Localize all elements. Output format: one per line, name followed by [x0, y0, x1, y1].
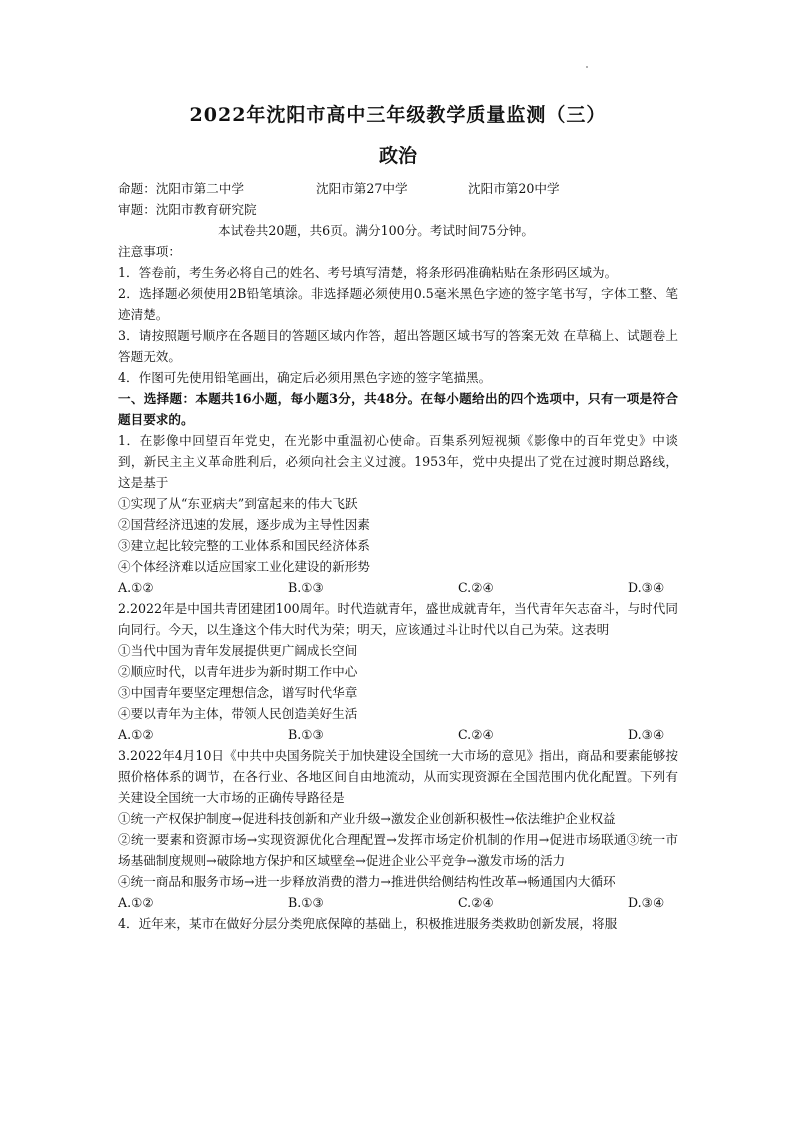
subject-title: 政治 [378, 145, 417, 167]
exam-page [118, 100, 678, 934]
option-d: D.③④ [628, 727, 665, 742]
note-item: 1．答卷前，考生务必将自己的姓名、考号填写清楚，将条形码准确粘贴在条形码区域为。 [118, 265, 618, 280]
statement-item: ①统一产权保护制度→促进科技创新和产业升级→激发企业创新积极性→依法维护企业权益 [118, 811, 616, 826]
exam-title: 2022年沈阳市高中三年级教学质量监测（三） [189, 104, 607, 126]
statement-item: ④统一商品和服务市场→进一步释放消费的潜力→推进供给侧结构性改革→畅通国内大循环 [118, 874, 616, 889]
setter-3: 沈阳市第20中学 [468, 181, 560, 196]
exam-info: 本试卷共20题，共6页。满分100分。考试时间75分钟。 [218, 223, 534, 238]
setters-line [118, 178, 678, 199]
option-a: A.①② [118, 895, 154, 910]
statement-item: ①实现了从“东亚病夫”到富起来的伟大飞跃 [118, 496, 358, 511]
scan-speck [586, 66, 588, 68]
notes-heading: 注意事项： [118, 244, 181, 259]
option-d: D.③④ [628, 895, 665, 910]
setter-1 [118, 178, 316, 199]
statement-item: ②国营经济迅速的发展，逐步成为主导性因素 [118, 517, 370, 532]
answer-options [118, 577, 678, 598]
statement-item: ②顺应时代，以青年进步为新时期工作中心 [118, 664, 358, 679]
statement-item: ③建立起比较完整的工业体系和国民经济体系 [118, 538, 370, 553]
question-stem: 3.2022年4月10日《中共中央国务院关于加快建设全国统一大市场的意见》指出，商品和要素能够按照价格体系的调节，在各行业、各地区间自由地流动，从而实现资源在全国范围内优化配置。下列有关建设全国统一大市场的正确传导路径是 [118, 748, 678, 805]
option-c: C.②④ [458, 727, 494, 742]
setters-label: 命题： [118, 181, 156, 196]
statement-item: ③中国青年要坚定理想信念，谱写时代华章 [118, 685, 358, 700]
option-a: A.①② [118, 580, 154, 595]
setter-name: 沈阳市第二中学 [155, 181, 244, 196]
question-stem: 4．近年来，某市在做好分层分类兜底保障的基础上，积极推进服务类救助创新发展，将服 [118, 916, 618, 931]
statement-item: ④要以青年为主体，带领人民创造美好生活 [118, 706, 358, 721]
answer-options [118, 724, 678, 745]
reviewer-line: 审题：沈阳市教育研究院 [118, 202, 257, 217]
option-b: B.①③ [288, 580, 324, 595]
note-item: 3．请按照题号顺序在各题目的答题区域内作答，超出答题区域书写的答案无效 在草稿上、试题卷上答题无效。 [118, 328, 678, 364]
question-stem: 1．在影像中回望百年党史，在光影中重温初心使命。百集系列短视频《影像中的百年党史》中谈到，新民主主义革命胜利后，必须向社会主义过渡。1953年，党中央提出了党在过渡时期总路线，这是基于 [118, 433, 678, 490]
statement-item: ②统一要素和资源市场→实现资源优化合理配置→发挥市场定价机制的作用→促进市场联通③统一市场基础制度规则→破除地方保护和区域壁垒→促进企业公平竞争→激发市场的活力 [118, 832, 678, 868]
option-c: C.②④ [458, 895, 494, 910]
option-d: D.③④ [628, 580, 665, 595]
note-item: 4．作图可先使用铅笔画出，确定后必须用黑色字迹的签字笔描黑。 [118, 370, 492, 385]
statement-item: ①当代中国为青年发展提供更广阔成长空间 [118, 643, 358, 658]
option-b: B.①③ [288, 727, 324, 742]
option-b: B.①③ [288, 895, 324, 910]
statement-item: ④个体经济难以适应国家工业化建设的新形势 [118, 559, 370, 574]
option-c: C.②④ [458, 580, 494, 595]
section-heading: 一、选择题：本题共16小题，每小题3分，共48分。在每小题给出的四个选项中，只有一项是符合题目要求的。 [118, 391, 678, 427]
setter-2: 沈阳市第27中学 [316, 181, 408, 196]
answer-options [118, 892, 678, 913]
question-stem: 2.2022年是中国共青团建团100周年。时代造就青年，盛世成就青年，当代青年矢志奋斗，与时代同向同行。今天，以生逢这个伟大时代为荣；明天，应该通过斗让时代以自己为荣。这表明 [118, 601, 678, 637]
note-item: 2．选择题必须使用2B铅笔填涂。非选择题必须使用0.5毫米黑色字迹的签字笔书写，字体工整、笔迹清楚。 [118, 286, 678, 322]
option-a: A.①② [118, 727, 154, 742]
